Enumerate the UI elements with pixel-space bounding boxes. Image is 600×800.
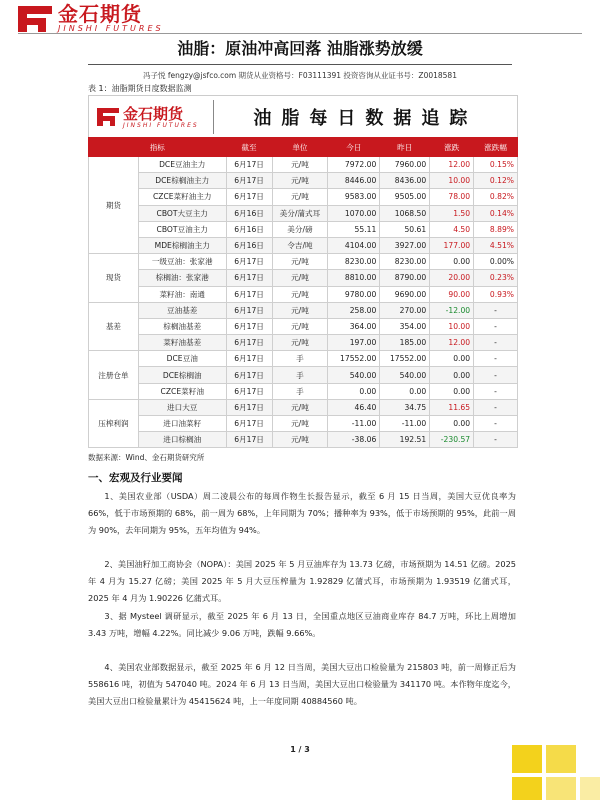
- table-cell-pct: -: [474, 399, 518, 415]
- table-cell-today: 258.00: [328, 302, 380, 318]
- table-cell-yest: -11.00: [380, 416, 430, 432]
- paragraph-1: 1、美国农业部（USDA）周二凌晨公布的每周作物生长报告显示，截至 6 月 15 日当周，美国大豆优良率为 66%，低于市场预期的 68%，前一周为 68%，上年同期为 70%；播种率为 93%，低于市场预期的 95%，此前一周为 90%，去年同期为 95%，五年均值为 94%。: [88, 491, 516, 535]
- table-cell-item: 一级豆油：张家港: [138, 254, 226, 270]
- table-cell-yest: 8436.00: [380, 173, 430, 189]
- page-number: 1 / 3: [290, 745, 310, 754]
- table-cell-item: DCE豆油主力: [138, 157, 226, 173]
- table-row: [89, 189, 518, 205]
- brand-name-cn: 金石期货: [58, 2, 142, 26]
- table-row: [89, 286, 518, 302]
- table-cell-unit: 美分/磅: [272, 221, 328, 237]
- table-cell-pct: -: [474, 335, 518, 351]
- table-cell-yest: 17552.00: [380, 351, 430, 367]
- table-row: [89, 237, 518, 253]
- table-cell-date: 6月17日: [226, 270, 272, 286]
- table-cell-today: 46.40: [328, 399, 380, 415]
- table-cell-yest: 270.00: [380, 302, 430, 318]
- source-note: 数据来源：Wind、金石期货研究所: [88, 453, 205, 462]
- table-row: [89, 254, 518, 270]
- table-cell-chg: 20.00: [430, 270, 474, 286]
- table-cell-item: 进口棕榈油: [138, 432, 226, 448]
- table-cell-pct: -: [474, 318, 518, 334]
- table-cell-today: -11.00: [328, 416, 380, 432]
- table-cell-chg: 0.00: [430, 367, 474, 383]
- table-cell-unit: 手: [272, 351, 328, 367]
- table-cell-today: 7972.00: [328, 157, 380, 173]
- table-cell-item: CZCE菜籽油主力: [138, 189, 226, 205]
- table-cell-item: DCE棕榈油: [138, 367, 226, 383]
- table-row: [89, 416, 518, 432]
- table-cell-date: 6月17日: [226, 318, 272, 334]
- table-cell-unit: 元/吨: [272, 157, 328, 173]
- table-cell-today: 55.11: [328, 221, 380, 237]
- table-row: [89, 335, 518, 351]
- table-header-cell: 指标: [89, 138, 227, 157]
- table-cell-unit: 元/吨: [272, 254, 328, 270]
- table-cell-chg: 0.00: [430, 383, 474, 399]
- table-cell-item: 棕榈油：张家港: [138, 270, 226, 286]
- table-row: [89, 399, 518, 415]
- table-cell-unit: 元/吨: [272, 173, 328, 189]
- table-header-cell: 截至: [226, 138, 272, 157]
- table-cell-pct: 0.15%: [474, 157, 518, 173]
- table-cell-yest: 1068.50: [380, 205, 430, 221]
- table-cell-chg: 0.00: [430, 351, 474, 367]
- table-cell-unit: 元/吨: [272, 318, 328, 334]
- table-cell-today: 8446.00: [328, 173, 380, 189]
- table-cell-date: 6月17日: [226, 157, 272, 173]
- table-cell-yest: 7960.00: [380, 157, 430, 173]
- table-header-cell: 涨跌: [430, 138, 474, 157]
- table-cell-yest: 354.00: [380, 318, 430, 334]
- table-cell-today: 4104.00: [328, 237, 380, 253]
- table-cell-date: 6月17日: [226, 189, 272, 205]
- table-cell-chg: 11.65: [430, 399, 474, 415]
- decor-block: [512, 777, 542, 800]
- table-cell-chg: 177.00: [430, 237, 474, 253]
- table-cell-pct: 0.93%: [474, 286, 518, 302]
- table-header-row: [89, 138, 518, 157]
- table-cell-pct: 0.14%: [474, 205, 518, 221]
- table-row: [89, 221, 518, 237]
- table-cell-unit: 元/吨: [272, 399, 328, 415]
- table-cell-pct: -: [474, 367, 518, 383]
- table-header-cell: 涨跌幅: [474, 138, 518, 157]
- table-cell-pct: -: [474, 383, 518, 399]
- table-cell-yest: 185.00: [380, 335, 430, 351]
- banner-logo-mark: [97, 108, 119, 126]
- table-cell-pct: -: [474, 302, 518, 318]
- table-cell-date: 6月17日: [226, 335, 272, 351]
- table-cell-unit: 元/吨: [272, 302, 328, 318]
- table-cell-date: 6月17日: [226, 173, 272, 189]
- table-caption: 表 1：油脂期货日度数据监测: [88, 84, 192, 93]
- table-row: [89, 270, 518, 286]
- table-row: [89, 367, 518, 383]
- table-cell-chg: -230.57: [430, 432, 474, 448]
- table-cell-item: 棕榈油基差: [138, 318, 226, 334]
- table-cell-date: 6月17日: [226, 399, 272, 415]
- table-cell-today: -38.06: [328, 432, 380, 448]
- table-cell-yest: 9505.00: [380, 189, 430, 205]
- section-title: 一、宏观及行业要闻: [88, 472, 183, 484]
- table-cell-date: 6月17日: [226, 416, 272, 432]
- table-cell-pct: -: [474, 416, 518, 432]
- author-line: 冯子悦 fengzy@jsfco.com 期货从业资格号：F03111391 投资咨询从业证书号：Z0018581: [143, 71, 457, 80]
- table-row: [89, 157, 518, 173]
- table-row: [89, 383, 518, 399]
- banner-logo: [97, 106, 199, 129]
- table-row: [89, 205, 518, 221]
- banner-title: 油脂每日数据追踪: [253, 108, 478, 129]
- table-cell-pct: -: [474, 432, 518, 448]
- brand-logo-mark: [18, 6, 52, 32]
- table-cell-yest: 3927.00: [380, 237, 430, 253]
- table-cell-unit: 元/吨: [272, 416, 328, 432]
- table-cell-date: 6月16日: [226, 221, 272, 237]
- table-cell-date: 6月17日: [226, 254, 272, 270]
- table-row: [89, 432, 518, 448]
- decor-block: [580, 777, 600, 800]
- table-cell-yest: 0.00: [380, 383, 430, 399]
- table-group-label: 现货: [89, 254, 139, 303]
- table-cell-chg: 4.50: [430, 221, 474, 237]
- table-cell-chg: 10.00: [430, 318, 474, 334]
- table-cell-date: 6月16日: [226, 205, 272, 221]
- table-cell-chg: 12.00: [430, 335, 474, 351]
- table-cell-unit: 元/吨: [272, 432, 328, 448]
- table-cell-date: 6月17日: [226, 286, 272, 302]
- table-cell-chg: 0.00: [430, 416, 474, 432]
- brand-name-en: JINSHI FUTURES: [58, 24, 164, 33]
- table-cell-pct: 4.51%: [474, 237, 518, 253]
- table-row: [89, 302, 518, 318]
- paragraph-3: 3、据 Mysteel 调研显示，截至 2025 年 6 月 13 日，全国重点地区豆油商业库存 84.7 万吨，环比上周增加 3.43 万吨，增幅 4.22%。同比减少 9.06 万吨，跌幅 9.66%。: [88, 611, 516, 638]
- table-row: [89, 351, 518, 367]
- table-cell-unit: 令吉/吨: [272, 237, 328, 253]
- table-cell-chg: 0.00: [430, 254, 474, 270]
- table-cell-today: 9780.00: [328, 286, 380, 302]
- table-cell-date: 6月17日: [226, 367, 272, 383]
- table-cell-yest: 50.61: [380, 221, 430, 237]
- oil-data-table: [88, 137, 518, 448]
- table-cell-today: 17552.00: [328, 351, 380, 367]
- table-group-label: 压榨利润: [89, 399, 139, 448]
- document-title: 油脂：原油冲高回落 油脂涨势放缓: [177, 39, 423, 58]
- table-cell-item: DCE棕榈油主力: [138, 173, 226, 189]
- table-cell-item: DCE豆油: [138, 351, 226, 367]
- table-cell-today: 8810.00: [328, 270, 380, 286]
- table-cell-unit: 美分/蒲式耳: [272, 205, 328, 221]
- paragraph-2: 2、美国油籽加工商协会（NOPA）：美国 2025 年 5 月豆油库存为 13.73 亿磅，市场预期为 14.51 亿磅。2025 年 4 月为 15.27 亿磅；美国 2025 年 5 月大豆压榨量为 1.92829 亿蒲式耳，市场预期为 1.93519 亿蒲式耳，2025 年 4 月为 1.90226 亿蒲式耳。: [88, 559, 516, 603]
- table-cell-date: 6月17日: [226, 351, 272, 367]
- table-cell-pct: 0.82%: [474, 189, 518, 205]
- table-cell-today: 197.00: [328, 335, 380, 351]
- table-cell-item: CBOT豆油主力: [138, 221, 226, 237]
- table-cell-yest: 8230.00: [380, 254, 430, 270]
- table-cell-unit: 元/吨: [272, 189, 328, 205]
- table-group-label: 基差: [89, 302, 139, 351]
- banner-brand-en: JINSHI FUTURES: [123, 121, 199, 129]
- table-cell-pct: 8.89%: [474, 221, 518, 237]
- table-cell-item: 进口大豆: [138, 399, 226, 415]
- table-cell-today: 364.00: [328, 318, 380, 334]
- table-cell-chg: 12.00: [430, 157, 474, 173]
- table-cell-chg: 78.00: [430, 189, 474, 205]
- table-cell-item: CZCE菜籽油: [138, 383, 226, 399]
- table-cell-unit: 元/吨: [272, 270, 328, 286]
- decor-block: [546, 745, 576, 773]
- table-cell-today: 540.00: [328, 367, 380, 383]
- table-cell-unit: 元/吨: [272, 286, 328, 302]
- table-body: [89, 157, 518, 448]
- table-row: [89, 318, 518, 334]
- table-cell-yest: 8790.00: [380, 270, 430, 286]
- table-cell-today: 1070.00: [328, 205, 380, 221]
- table-cell-chg: 1.50: [430, 205, 474, 221]
- table-row: [89, 173, 518, 189]
- table-cell-item: 进口油菜籽: [138, 416, 226, 432]
- table-cell-date: 6月17日: [226, 383, 272, 399]
- table-cell-item: 菜籽油基差: [138, 335, 226, 351]
- table-cell-today: 0.00: [328, 383, 380, 399]
- decor-block: [512, 745, 542, 773]
- table-cell-date: 6月17日: [226, 302, 272, 318]
- table-cell-pct: -: [474, 351, 518, 367]
- table-cell-chg: 10.00: [430, 173, 474, 189]
- table-group-label: 注册仓单: [89, 351, 139, 400]
- table-cell-yest: 540.00: [380, 367, 430, 383]
- table-cell-unit: 元/吨: [272, 335, 328, 351]
- table-header-cell: 单位: [272, 138, 328, 157]
- title-divider: [88, 64, 512, 65]
- table-cell-item: MDE棕榈油主力: [138, 237, 226, 253]
- table-cell-date: 6月16日: [226, 237, 272, 253]
- table-cell-yest: 192.51: [380, 432, 430, 448]
- table-cell-pct: 0.00%: [474, 254, 518, 270]
- table-header-cell: 昨日: [380, 138, 430, 157]
- paragraph-4: 4、美国农业部数据显示，截至 2025 年 6 月 12 日当周，美国大豆出口检验量为 215803 吨，前一周修正后为 558616 吨，初值为 547040 吨。2024 年 6 月 13 日当周，美国大豆出口检验量为 341170 吨。本作物年度迄今，美国大豆出口检验量累计为 45415624 吨，上一年度同期 40884560 吨。: [88, 662, 516, 706]
- table-cell-item: 豆油基差: [138, 302, 226, 318]
- decor-block: [546, 777, 576, 800]
- table-cell-item: 菜籽油：南通: [138, 286, 226, 302]
- table-cell-pct: 0.23%: [474, 270, 518, 286]
- brand-logo: [18, 4, 164, 33]
- table-cell-chg: -12.00: [430, 302, 474, 318]
- table-cell-item: CBOT大豆主力: [138, 205, 226, 221]
- table-cell-yest: 9690.00: [380, 286, 430, 302]
- table-banner: [88, 95, 518, 139]
- banner-brand-cn: 金石期货: [123, 104, 184, 123]
- table-cell-pct: 0.12%: [474, 173, 518, 189]
- table-header-cell: 今日: [328, 138, 380, 157]
- table-cell-chg: 90.00: [430, 286, 474, 302]
- table-cell-yest: 34.75: [380, 399, 430, 415]
- table-group-label: 期货: [89, 157, 139, 254]
- header-divider: [18, 33, 582, 34]
- table-cell-unit: 手: [272, 383, 328, 399]
- table-cell-unit: 手: [272, 367, 328, 383]
- table-cell-today: 8230.00: [328, 254, 380, 270]
- table-cell-date: 6月17日: [226, 432, 272, 448]
- table-cell-today: 9583.00: [328, 189, 380, 205]
